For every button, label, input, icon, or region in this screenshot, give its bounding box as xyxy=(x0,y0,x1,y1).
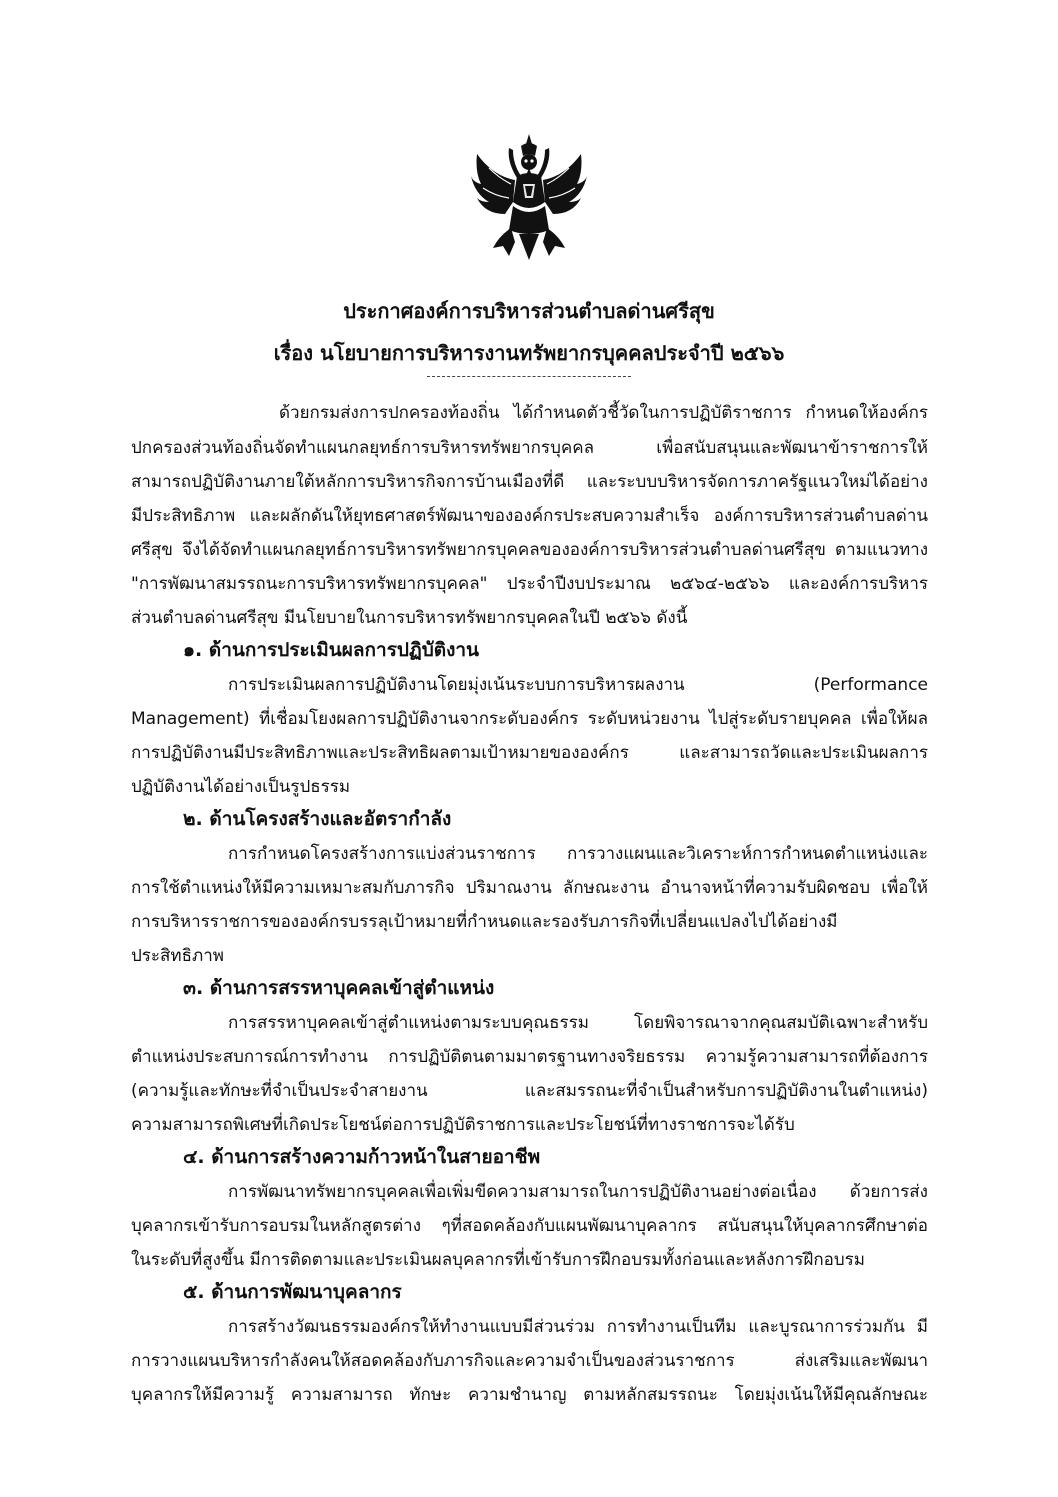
section-line: (ความรู้และทักษะที่จำเป็นประจำสายงาน และสมรรถนะที่จำเป็นสำหรับการปฏิบัติงานในตำแหน่ง) xyxy=(131,1081,928,1101)
section-heading: ๓. ด้านการสรรหาบุคคลเข้าสู่ตำแหน่ง xyxy=(183,977,495,999)
section-line: บุคลากรเข้ารับการอบรมในหลักสูตรต่าง ๆที่สอดคล้องกับแผนพัฒนาบุคลากร สนับสนุนให้บุคลากรศึกษาต่อ xyxy=(131,1216,928,1236)
intro-line: ศรีสุข จึงได้จัดทำแผนกลยุทธ์การบริหารทรัพยากรบุคคลขององค์การบริหารส่วนตำบลด่านศรีสุข ตามแนวทาง xyxy=(131,540,928,560)
intro-line: ด้วยกรมส่งการปกครองท้องถิ่น ได้กำหนดตัวชี้วัดในการปฏิบัติราชการ กำหนดให้องค์กร xyxy=(279,403,928,423)
announcement-subject: เรื่อง นโยบายการบริหารงานทรัพยากรบุคคลประจำปี ๒๕๖๖ xyxy=(273,341,785,365)
intro-line: ส่วนตำบลด่านศรีสุข มีนโยบายในการบริหารทรัพยากรบุคคลในปี ๒๕๖๖ ดังนี้ xyxy=(131,608,688,628)
garuda-emblem-icon xyxy=(468,132,590,262)
section-line: ตำแหน่งประสบการณ์การทำงาน การปฏิบัติตนตามมาตรฐานทางจริยธรรม ความรู้ความสามารถที่ต้องการ xyxy=(131,1047,928,1067)
section-heading: ๕. ด้านการพัฒนาบุคลากร xyxy=(183,1281,402,1303)
section-line: การพัฒนาทรัพยากรบุคคลเพื่อเพิ่มขีดความสามารถในการปฏิบัติงานอย่างต่อเนื่อง ด้วยการส่ง xyxy=(228,1182,928,1202)
section-heading: ๑. ด้านการประเมินผลการปฏิบัติงาน xyxy=(183,639,480,661)
intro-line: สามารถปฏิบัติงานภายใต้หลักการบริหารกิจการบ้านเมืองที่ดี และระบบบริหารจัดการภาครัฐแนวใหม่ได้อย่าง xyxy=(131,472,928,492)
section-line: บุคลากรให้มีความรู้ ความสามารถ ทักษะ ความชำนาญ ตามหลักสมรรถนะ โดยมุ่งเน้นให้มีคุณลักษณะ xyxy=(131,1385,928,1405)
section-line: การบริหารราชการขององค์กรบรรลุเป้าหมายที่กำหนดและรองรับภารกิจที่เปลี่ยนแปลงไปได้อย่างมี xyxy=(131,912,838,932)
announcement-title: ประกาศองค์การบริหารส่วนตำบลด่านศรีสุข xyxy=(343,299,715,323)
section-line: ประสิทธิภาพ xyxy=(131,946,224,966)
intro-line: มีประสิทธิภาพ และผลักดันให้ยุทธศาสตร์พัฒนาขององค์กรประสบความสำเร็จ องค์การบริหารส่วนตำบลด่าน xyxy=(131,506,928,526)
section-line: การสรรหาบุคคลเข้าสู่ตำแหน่งตามระบบคุณธรรม โดยพิจารณาจากคุณสมบัติเฉพาะสำหรับ xyxy=(228,1013,928,1033)
section-line: การวางแผนบริหารกำลังคนให้สอดคล้องกับภารกิจและความจำเป็นของส่วนราชการ ส่งเสริมและพัฒนา xyxy=(131,1351,928,1371)
section-line: การปฏิบัติงานมีประสิทธิภาพและประสิทธิผลตามเป้าหมายขององค์กร และสามารถวัดและประเมินผลการ xyxy=(131,743,928,763)
intro-line: ปกครองส่วนท้องถิ่นจัดทำแผนกลยุทธ์การบริหารทรัพยากรบุคคล เพื่อสนับสนุนและพัฒนาข้าราชการให้ xyxy=(131,438,928,458)
section-line: การใช้ตำแหน่งให้มีความเหมาะสมกับภารกิจ ปริมาณงาน ลักษณะงาน อำนาจหน้าที่ความรับผิดชอบ เพื่อให้ xyxy=(131,878,928,898)
section-heading: ๒. ด้านโครงสร้างและอัตรากำลัง xyxy=(183,808,452,830)
section-line: การสร้างวัฒนธรรมองค์กรให้ทำงานแบบมีส่วนร่วม การทำงานเป็นทีม และบูรณาการร่วมกัน มี xyxy=(228,1317,928,1337)
section-line: การกำหนดโครงสร้างการแบ่งส่วนราชการ การวางแผนและวิเคราะห์การกำหนดตำแหน่งและ xyxy=(228,844,928,864)
section-line: การประเมินผลการปฏิบัติงานโดยมุ่งเน้นระบบการบริหารผลงาน (Performance xyxy=(228,675,928,695)
section-line: ความสามารถพิเศษที่เกิดประโยชน์ต่อการปฏิบัติราชการและประโยชน์ที่ทางราชการจะได้รับ xyxy=(131,1115,795,1135)
section-line: Management) ที่เชื่อมโยงผลการปฏิบัติงานจากระดับองค์กร ระดับหน่วยงาน ไปสู่ระดับรายบุคคล เพื่อให้ผล xyxy=(131,709,928,729)
section-line: ปฏิบัติงานได้อย่างเป็นรูปธรรม xyxy=(131,777,351,797)
title-divider xyxy=(427,376,631,377)
intro-line: "การพัฒนาสมรรถนะการบริหารทรัพยากรบุคคล" ประจำปีงบประมาณ ๒๕๖๔-๒๕๖๖ และองค์การบริหาร xyxy=(131,574,928,594)
section-heading: ๔. ด้านการสร้างความก้าวหน้าในสายอาชีพ xyxy=(183,1146,541,1168)
section-line: ในระดับที่สูงขึ้น มีการติดตามและประเมินผลบุคลากรที่เข้ารับการฝึกอบรมทั้งก่อนและหลังการฝึกอบรม xyxy=(131,1250,866,1270)
